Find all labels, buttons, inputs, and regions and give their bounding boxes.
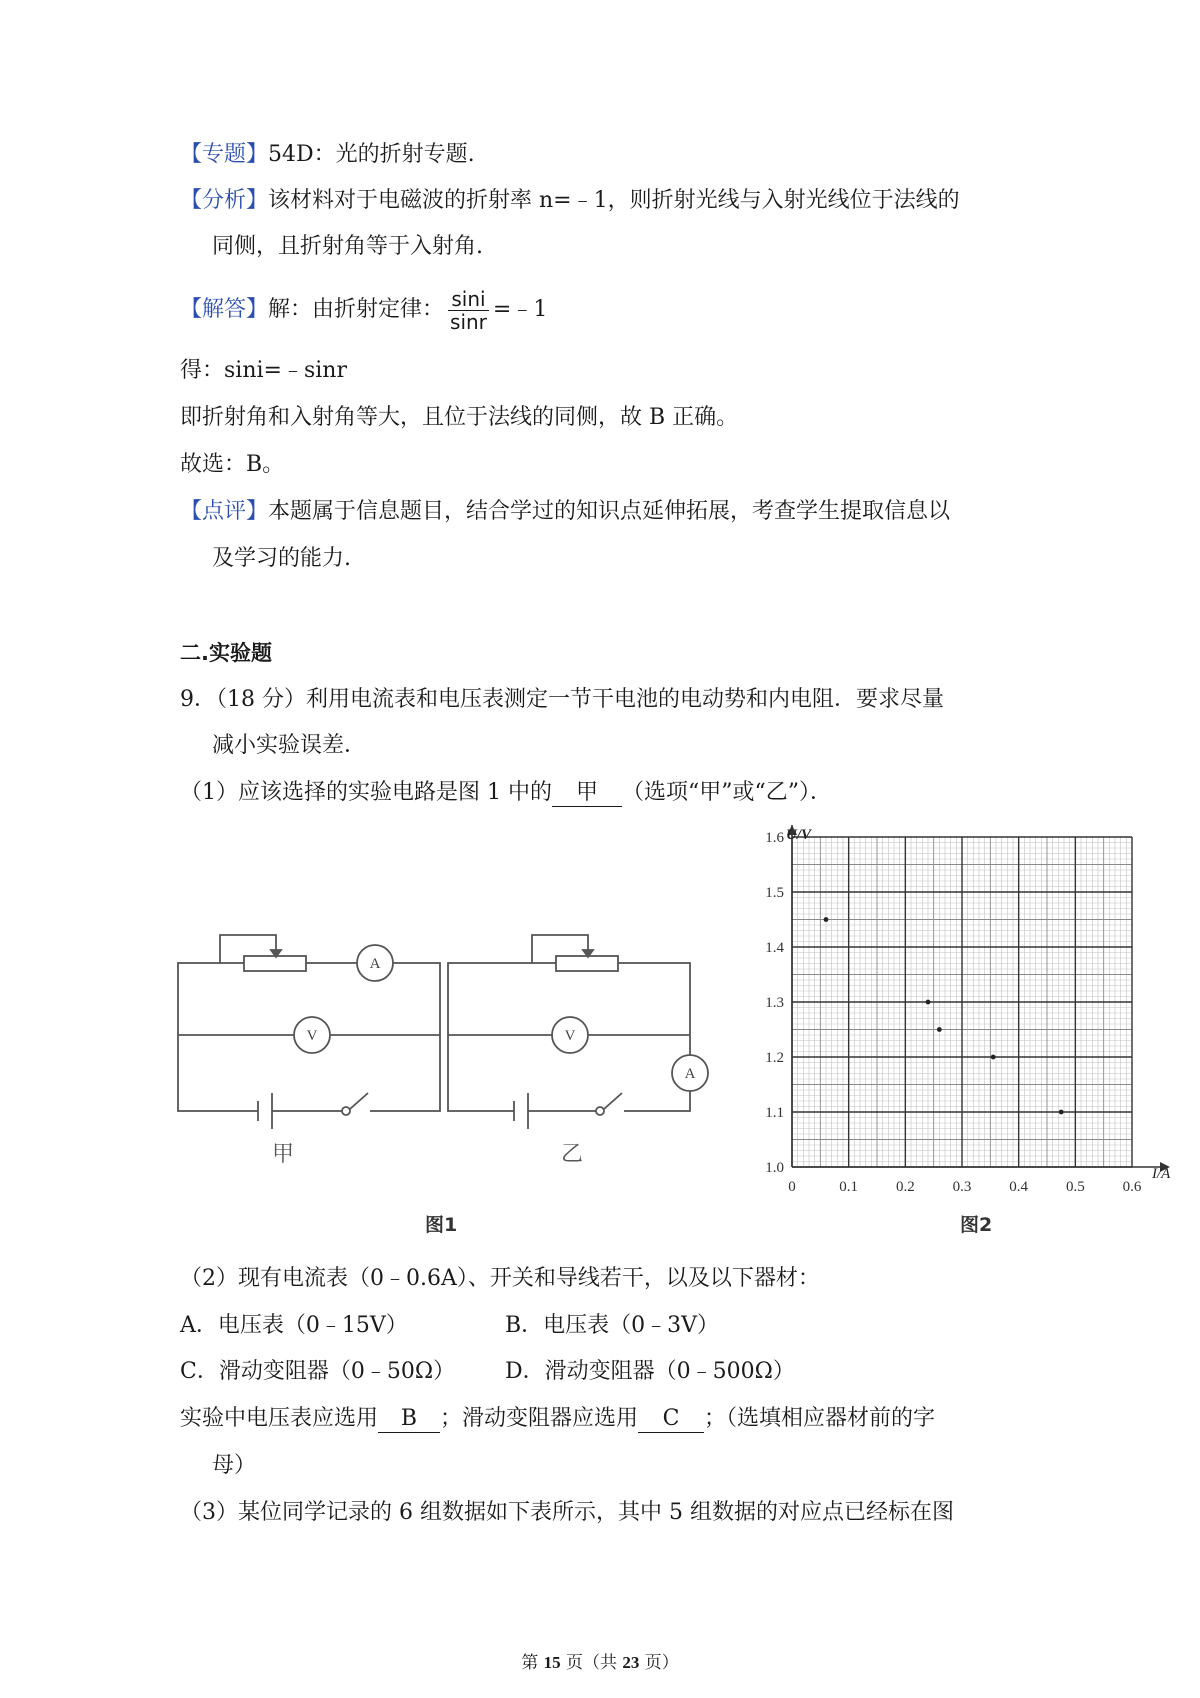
analysis-tag: 【分析】 — [180, 188, 269, 213]
x-tick-label: 0.1 — [839, 1179, 859, 1195]
answer-line-1 — [180, 285, 547, 335]
selection-middle: ；滑动变阻器应选用 — [440, 1406, 639, 1431]
option-b: B．电压表（0﹣3V） — [505, 1313, 720, 1338]
figure-2-caption: 图2 — [960, 1214, 993, 1236]
part-1-line — [180, 778, 832, 808]
x-tick-label: 0 — [788, 1179, 796, 1195]
selection-suffix: ；（选填相应器材前的字 — [704, 1406, 936, 1431]
topic-tag: 【专题】 — [180, 142, 269, 167]
y-tick-label: 1.2 — [765, 1050, 784, 1066]
footer-pre: 第 — [521, 1653, 544, 1673]
figure-2-ui-chart — [752, 825, 1188, 1223]
y-tick-label: 1.5 — [765, 885, 784, 901]
figure-1-circuits — [170, 905, 750, 1165]
fraction-denominator: sinr — [450, 309, 487, 334]
y-tick-label: 1.4 — [765, 940, 784, 956]
answer-line-4: 故选：B。 — [180, 452, 285, 477]
voltmeter-jia-label: V — [306, 1028, 318, 1044]
y-axis-label: U/V — [786, 827, 812, 843]
answer-line-3: 即折射角和入射角等大，且位于法线的同侧，故 B 正确。 — [180, 405, 739, 430]
comment-text-1: 本题属于信息题目，结合学过的知识点延伸拓展，考查学生提取信息以 — [268, 499, 951, 524]
analysis-line-2: 同侧，且折射角等于入射角. — [212, 234, 483, 259]
topic-text: 54D：光的折射专题. — [268, 142, 475, 167]
x-tick-label: 0.2 — [895, 1179, 915, 1195]
circuit-yi — [448, 935, 708, 1129]
fraction-numerator: sini — [448, 288, 489, 311]
part-2-line: （2）现有电流表（0﹣0.6A）、开关和导线若干，以及以下器材： — [180, 1266, 820, 1291]
comment-line-2: 及学习的能力. — [212, 546, 351, 571]
footer-page-number: 15 — [543, 1653, 561, 1672]
circuit-jia-label: 甲 — [271, 1141, 295, 1165]
part-1-prefix: （1）应该选择的实验电路是图 1 中的 — [180, 780, 552, 805]
analysis-text-1: 该材料对于电磁波的折射率 n=﹣1，则折射光线与入射光线位于法线的 — [268, 188, 960, 213]
y-tick-label: 1.1 — [765, 1105, 784, 1121]
selection-line — [180, 1404, 935, 1434]
data-point — [1059, 1110, 1064, 1115]
y-tick-label: 1.6 — [765, 830, 784, 846]
comment-tag: 【点评】 — [180, 499, 269, 524]
topic-line — [180, 140, 475, 170]
footer-post: 页） — [639, 1653, 679, 1673]
circuit-yi-label: 乙 — [560, 1141, 584, 1165]
ammeter-yi-label: A — [684, 1066, 696, 1082]
selection-answer-voltmeter: B — [378, 1406, 440, 1433]
question-9-line-2: 减小实验误差． — [212, 733, 367, 758]
selection-prefix: 实验中电压表应选用 — [180, 1406, 379, 1431]
part-1-answer: 甲 — [552, 780, 622, 807]
x-tick-label: 0.6 — [1122, 1179, 1142, 1195]
answer-tag: 【解答】 — [180, 297, 269, 322]
page-footer — [0, 1648, 1200, 1673]
x-tick-label: 0.3 — [952, 1179, 972, 1195]
voltmeter-yi-label: V — [564, 1028, 576, 1044]
footer-mid: 页（共 — [560, 1653, 623, 1673]
y-tick-label: 1.3 — [765, 995, 784, 1011]
selection-line-2: 母） — [212, 1453, 257, 1478]
x-tick-label: 0.4 — [1009, 1179, 1029, 1195]
data-point — [991, 1055, 996, 1060]
analysis-line-1 — [180, 186, 960, 216]
option-d: D．滑动变阻器（0﹣500Ω） — [505, 1359, 795, 1384]
data-point — [926, 1000, 931, 1005]
section-title: 二.实验题 — [180, 641, 272, 665]
x-tick-label: 0.5 — [1065, 1179, 1085, 1195]
rheostat-jia — [244, 956, 306, 971]
option-c: C．滑动变阻器（0﹣50Ω） — [180, 1359, 456, 1384]
answer-suffix: =﹣1 — [492, 297, 548, 322]
answer-line-2: 得：sini=﹣sinr — [180, 358, 347, 383]
comment-line-1 — [180, 497, 950, 527]
x-axis-label: I/A — [1152, 1166, 1171, 1182]
answer-prefix: 解：由折射定律： — [268, 297, 445, 322]
switch-yi — [596, 1107, 604, 1115]
switch-jia — [342, 1107, 350, 1115]
footer-total-pages: 23 — [622, 1653, 640, 1672]
part-3-line: （3）某位同学记录的 6 组数据如下表所示，其中 5 组数据的对应点已经标在图 — [180, 1500, 954, 1525]
selection-answer-rheostat: C — [638, 1406, 704, 1433]
y-tick-label: 1.0 — [765, 1160, 784, 1176]
data-point — [824, 917, 829, 922]
refraction-fraction — [448, 288, 489, 333]
ammeter-jia-label: A — [369, 956, 381, 972]
rheostat-yi — [556, 956, 618, 971]
option-a: A．电压表（0﹣15V） — [180, 1313, 408, 1338]
part-1-suffix: （选项“甲”或“乙”）． — [621, 780, 832, 805]
data-point — [937, 1027, 942, 1032]
figure-1-caption: 图1 — [425, 1214, 458, 1236]
question-9-line-1: 9．（18 分）利用电流表和电压表测定一节干电池的电动势和内电阻．要求尽量 — [180, 687, 944, 712]
